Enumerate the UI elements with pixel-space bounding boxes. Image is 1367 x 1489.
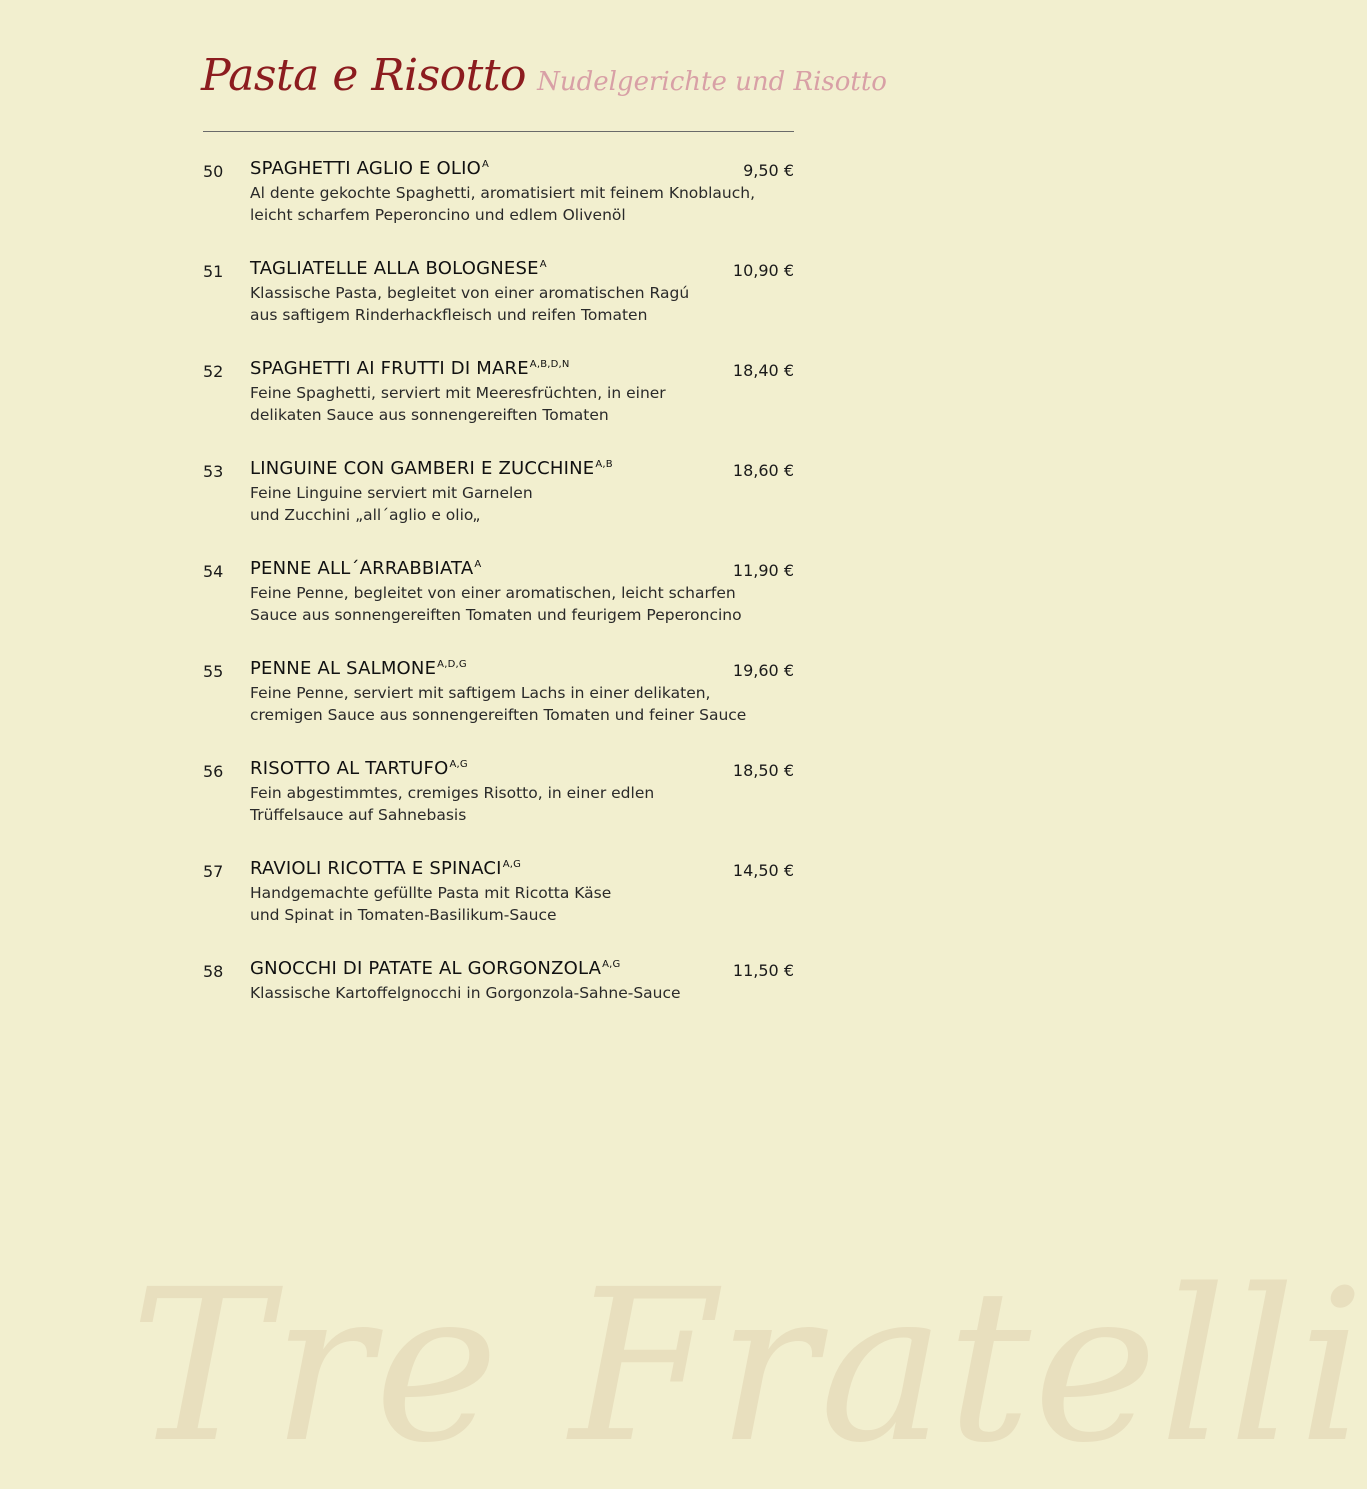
item-description: Feine Spaghetti, serviert mit Meeresfrüchten, in einer delikaten Sauce aus sonnengereiften Tomaten (250, 384, 666, 424)
item-price: 9,50 € (743, 161, 794, 180)
item-number: 57 (203, 862, 224, 881)
section-title: Pasta e Risotto (201, 50, 526, 101)
menu-item-50 (203, 158, 794, 258)
item-description: Fein abgestimmtes, cremiges Risotto, in einer edlen Trüffelsauce auf Sahnebasis (250, 784, 655, 824)
item-allergens: A (474, 559, 482, 570)
menu-list (203, 158, 794, 1058)
item-number: 55 (203, 662, 224, 681)
item-description: Feine Penne, begleitet von einer aromatischen, leicht scharfen Sauce aus sonnengereiften Tomaten und feurigem Peperoncino (250, 584, 742, 624)
item-allergens: A (482, 159, 490, 170)
menu-item-56 (203, 758, 794, 858)
item-name: GNOCCHI DI PATATE AL $GORGONZOLA^{A,G}$ (250, 958, 621, 979)
item-price: 18,50 € (732, 761, 794, 780)
item-description: Feine Penne, serviert mit saftigem Lachs in einer delikaten, cremigen Sauce aus sonnengereiften Tomaten und feiner Sauce (250, 684, 747, 724)
item-number: 50 (203, 162, 224, 181)
item-name: RISOTTO AL $TARTUFO^{A,G}$ (250, 758, 468, 779)
item-price: 11,90 € (732, 561, 794, 580)
item-name: SPAGHETTI AI FRUTTI DI $MARE^{A,B,D,N}$ (250, 358, 570, 379)
item-allergens: A,G (502, 859, 522, 870)
menu-section-header (201, 50, 887, 110)
section-subtitle: Nudelgerichte und Risotto (537, 67, 887, 97)
item-description: Handgemachte gefüllte Pasta mit Ricotta Käse und Spinat in Tomaten-Basilikum-Sauce (250, 884, 612, 924)
item-allergens: A,G (602, 959, 621, 970)
menu-item-57 (203, 858, 794, 958)
item-price: 19,60 € (732, 661, 794, 680)
item-name: RAVIOLI RICOTTA E $SPINACI^{A,G}$ (250, 858, 522, 879)
item-number: 54 (203, 562, 224, 581)
item-allergens: A,B (595, 459, 613, 470)
item-name: LINGUINE CON GAMBERI E $ZUCCHINE^{A,B}$ (250, 458, 613, 479)
menu-item-55 (203, 658, 794, 758)
item-number: 53 (203, 462, 224, 481)
item-allergens: A,G (449, 759, 468, 770)
menu-item-52 (203, 358, 794, 458)
divider (203, 131, 794, 132)
menu-item-54 (203, 558, 794, 658)
item-number: 51 (203, 262, 224, 281)
menu-item-53 (203, 458, 794, 558)
menu-item-51 (203, 258, 794, 358)
item-number: 56 (203, 762, 224, 781)
item-description: Klassische Kartoffelgnocchi in Gorgonzola-Sahne-Sauce (250, 984, 681, 1002)
watermark-logo: Tre Fratelli (130, 1244, 1367, 1489)
item-allergens: A (539, 259, 547, 270)
item-price: 11,50 € (732, 961, 794, 980)
menu-item-58 (203, 958, 794, 1058)
item-price: 10,90 € (732, 261, 794, 280)
item-name: SPAGHETTI AGLIO E $OLIO^A$ (250, 158, 490, 179)
item-name: PENNE AL $SALMONE^{A,D,G}$ (250, 658, 467, 679)
item-price: 18,60 € (732, 461, 794, 480)
item-description: Feine Linguine serviert mit Garnelen und Zucchini „all´aglio e olio„ (250, 484, 533, 524)
item-number: 58 (203, 962, 224, 981)
item-name: TAGLIATELLE ALLA $BOLOGNESE^A$ (250, 258, 547, 279)
item-number: 52 (203, 362, 224, 381)
item-name: PENNE $ALL´ARRABBIATA^A$ (250, 558, 482, 579)
item-description: Al dente gekochte Spaghetti, aromatisiert mit feinem Knoblauch, leicht scharfem Peperoncino und edlem Olivenöl (250, 184, 756, 224)
item-price: 18,40 € (732, 361, 794, 380)
item-allergens: A,B,D,N (529, 359, 570, 370)
item-price: 14,50 € (732, 861, 794, 880)
item-description: Klassische Pasta, begleitet von einer aromatischen Ragú aus saftigem Rinderhackfleisch und reifen Tomaten (250, 284, 690, 324)
item-allergens: A,D,G (437, 659, 467, 670)
